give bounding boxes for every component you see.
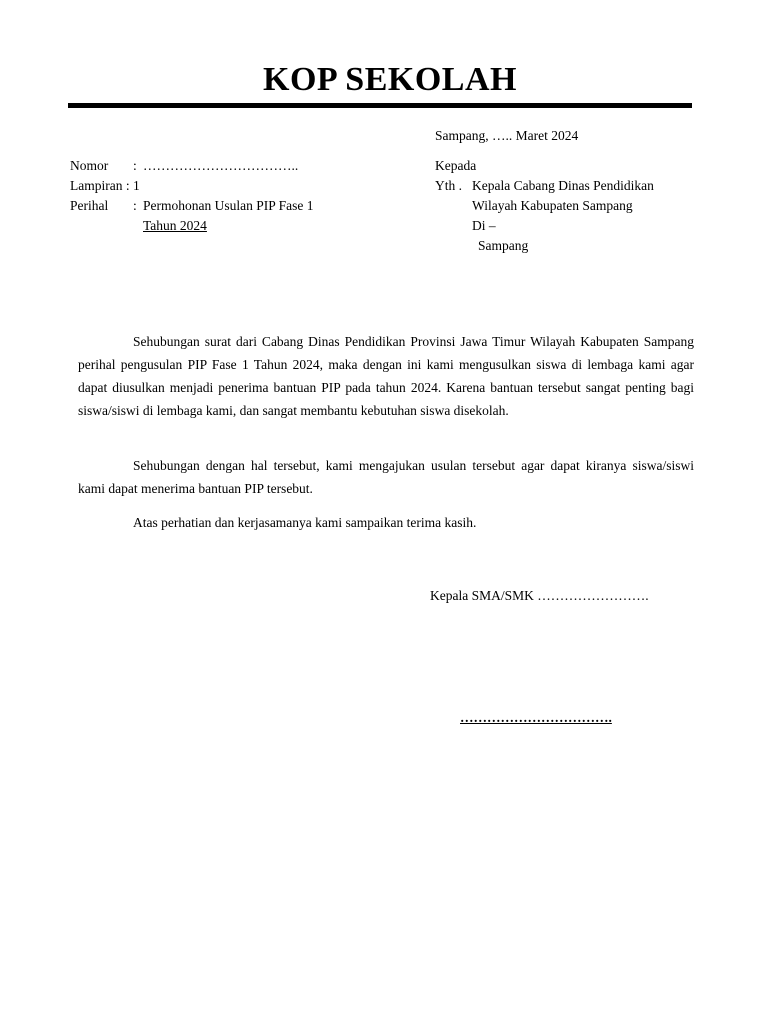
nomor-value: ……………………………..	[143, 158, 299, 173]
nomor-colon: :	[133, 158, 137, 173]
body-paragraph-1: Sehubungan surat dari Cabang Dinas Pendidikan Provinsi Jawa Timur Wilayah Kabupaten Sampang perihal pengusulan PIP Fase 1 Tahun 2024, maka dengan ini kami mengusulkan siswa di lembaga kami agar dapat diusulkan menjadi penerima bantuan PIP pada tahun 2024. Karena bantuan tersebut sangat penting bagi siswa/siswi di lembaga kami, dan sangat membantu kebutuhan siswa disekolah.	[78, 334, 694, 418]
recipient-kepada: Kepada	[435, 158, 477, 173]
lampiran-line: Lampiran : 1	[70, 178, 140, 193]
perihal-value-line2: Tahun 2024	[143, 218, 207, 233]
signature-title: Kepala SMA/SMK …………………….	[430, 588, 649, 603]
school-letterhead-title: KOP SEKOLAH	[263, 61, 517, 98]
recipient-city: Sampang	[478, 238, 529, 253]
body-paragraph-2: Sehubungan dengan hal tersebut, kami mengajukan usulan tersebut agar dapat kiranya siswa/siswi kami dapat menerima bantuan PIP tersebut.	[78, 458, 694, 496]
nomor-label: Nomor	[70, 158, 109, 173]
letterhead-divider	[68, 103, 692, 108]
recipient-line2: Wilayah Kabupaten Sampang	[472, 198, 633, 213]
body-paragraph-3: Atas perhatian dan kerjasamanya kami sampaikan terima kasih.	[133, 515, 477, 530]
perihal-colon: :	[133, 198, 137, 213]
recipient-di: Di –	[472, 218, 496, 233]
recipient-yth: Yth .	[435, 178, 462, 193]
signature-name-line: …………………………….	[460, 710, 612, 725]
perihal-label: Perihal	[70, 198, 109, 213]
letter-date: Sampang, ….. Maret 2024	[435, 128, 579, 143]
perihal-value-line1: Permohonan Usulan PIP Fase 1	[143, 198, 314, 213]
recipient-line1: Kepala Cabang Dinas Pendidikan	[472, 178, 654, 193]
